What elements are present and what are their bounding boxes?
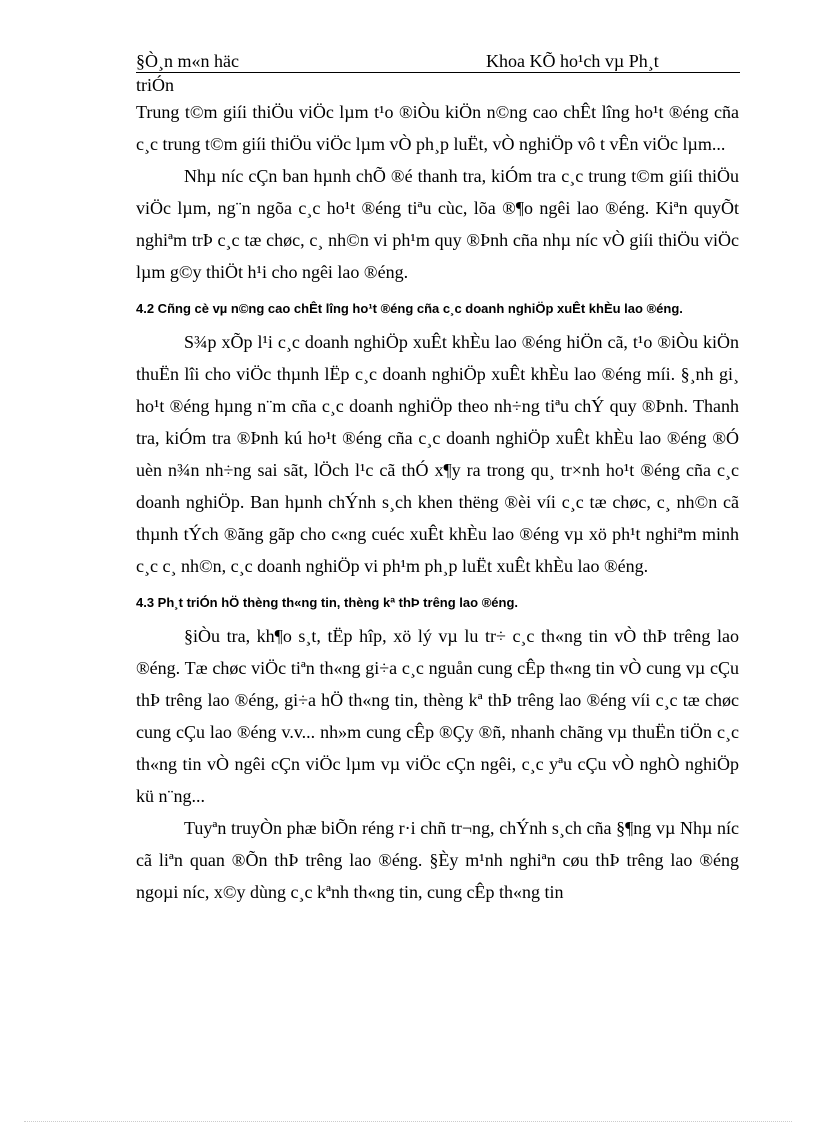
paragraph: §iÒu tra, kh¶o s¸t, tËp hîp, xö lý vµ lu tr÷ c¸c th«ng tin vÒ thÞ trêng lao ®éng. Tæ chøc viÖc tiªn th«ng gi÷a c¸c nguån cung cÊp th«ng tin vÒ cung vµ cÇu thÞ trêng lao ®éng, gi÷a hÖ th«ng tin, thèng kª thÞ trêng lao ®éng víi c¸c tæ chøc cung cÇu lao ®éng v.v... nh»m cung cÊp ®Çy ®ñ, nhanh chãng vµ thuËn tiÖn c¸c th«ng tin vÒ ngêi cÇn viÖc lµm vµ viÖc cÇn ngêi, c¸c yªu cÇu vÒ nghÒ nghiÖp kü n¨ng... (136, 626, 739, 806)
header-underline (136, 72, 740, 73)
paragraph: Trung t©m giíi thiÖu viÖc lµm t¹o ®iÒu kiÖn n©ng cao chÊt lîng ho¹t ®éng cña c¸c trung t©m giíi thiÖu viÖc lµm vÒ ph¸p luËt, vÒ nghiÖp vô t vÊn viÖc lµm... (136, 102, 739, 154)
section-heading-4-2: 4.2 Cñng cè vµ n©ng cao chÊt lîng ho¹t ®éng cña c¸c doanh nghiÖp xuÊt khÈu lao ®éng. (136, 301, 683, 316)
page-bottom-border (24, 1121, 792, 1122)
paragraph: S¾p xÕp l¹i c¸c doanh nghiÖp xuÊt khÈu lao ®éng hiÖn cã, t¹o ®iÒu kiÖn thuËn lîi cho viÖc thµnh lËp c¸c doanh nghiÖp xuÊt khÈu lao ®éng míi. §¸nh gi¸ ho¹t ®éng hµng n¨m cña c¸c doanh nghiÖp theo nh÷ng tiªu chÝ quy ®Þnh. Thanh tra, kiÓm tra ®Þnh kú ho¹t ®éng cña c¸c doanh nghiÖp xuÊt khÈu lao ®éng ®Ó uèn n¾n nh÷ng sai sãt, lÖch l¹c cã thÓ x¶y ra trong qu¸ tr×nh ho¹t ®éng cña c¸c doanh nghiÖp. Ban hµnh chÝnh s¸ch khen thëng ®èi víi c¸c tæ chøc, c¸ nh©n cã thµnh tÝch ®ãng gãp cho c«ng cuéc xuÊt khÈu lao ®éng vµ xö ph¹t nghiªm minh c¸c c¸ nh©n, c¸c doanh nghiÖp vi ph¹m ph¸p luËt xuÊt khÈu lao ®éng. (136, 332, 739, 576)
header-course-title: §Ò¸n m«n häc (136, 51, 239, 71)
paragraph: Tuyªn truyÒn phæ biÕn réng r·i chñ tr¬ng, chÝnh s¸ch cña §¶ng vµ Nhµ níc cã liªn quan ®Õn thÞ trêng lao ®éng. §Èy m¹nh nghiªn cøu thÞ trêng lao ®éng ngoµi níc, x©y dùng c¸c kªnh th«ng tin, cung cÊp th«ng tin (136, 818, 739, 902)
header-faculty-name-continued: triÓn (136, 75, 174, 95)
paragraph: Nhµ níc cÇn ban hµnh chÕ ®é thanh tra, kiÓm tra c¸c trung t©m giíi thiÖu viÖc lµm, ng¨n ngõa c¸c ho¹t ®éng tiªu cùc, lõa ®¶o ngêi lao ®éng. Kiªn quyÕt nghiªm trÞ c¸c tæ chøc, c¸ nh©n vi ph¹m quy ®Þnh cña nhµ níc vÒ giíi thiÖu viÖc lµm g©y thiÖt h¹i cho ngêi lao ®éng. (136, 166, 739, 282)
section-heading-4-3: 4.3 Ph¸t triÓn hÖ thèng th«ng tin, thèng kª thÞ trêng lao ®éng. (136, 595, 518, 610)
document-body (136, 96, 739, 908)
header-faculty-name: Khoa KÕ ho¹ch vµ Ph¸t (486, 51, 659, 71)
